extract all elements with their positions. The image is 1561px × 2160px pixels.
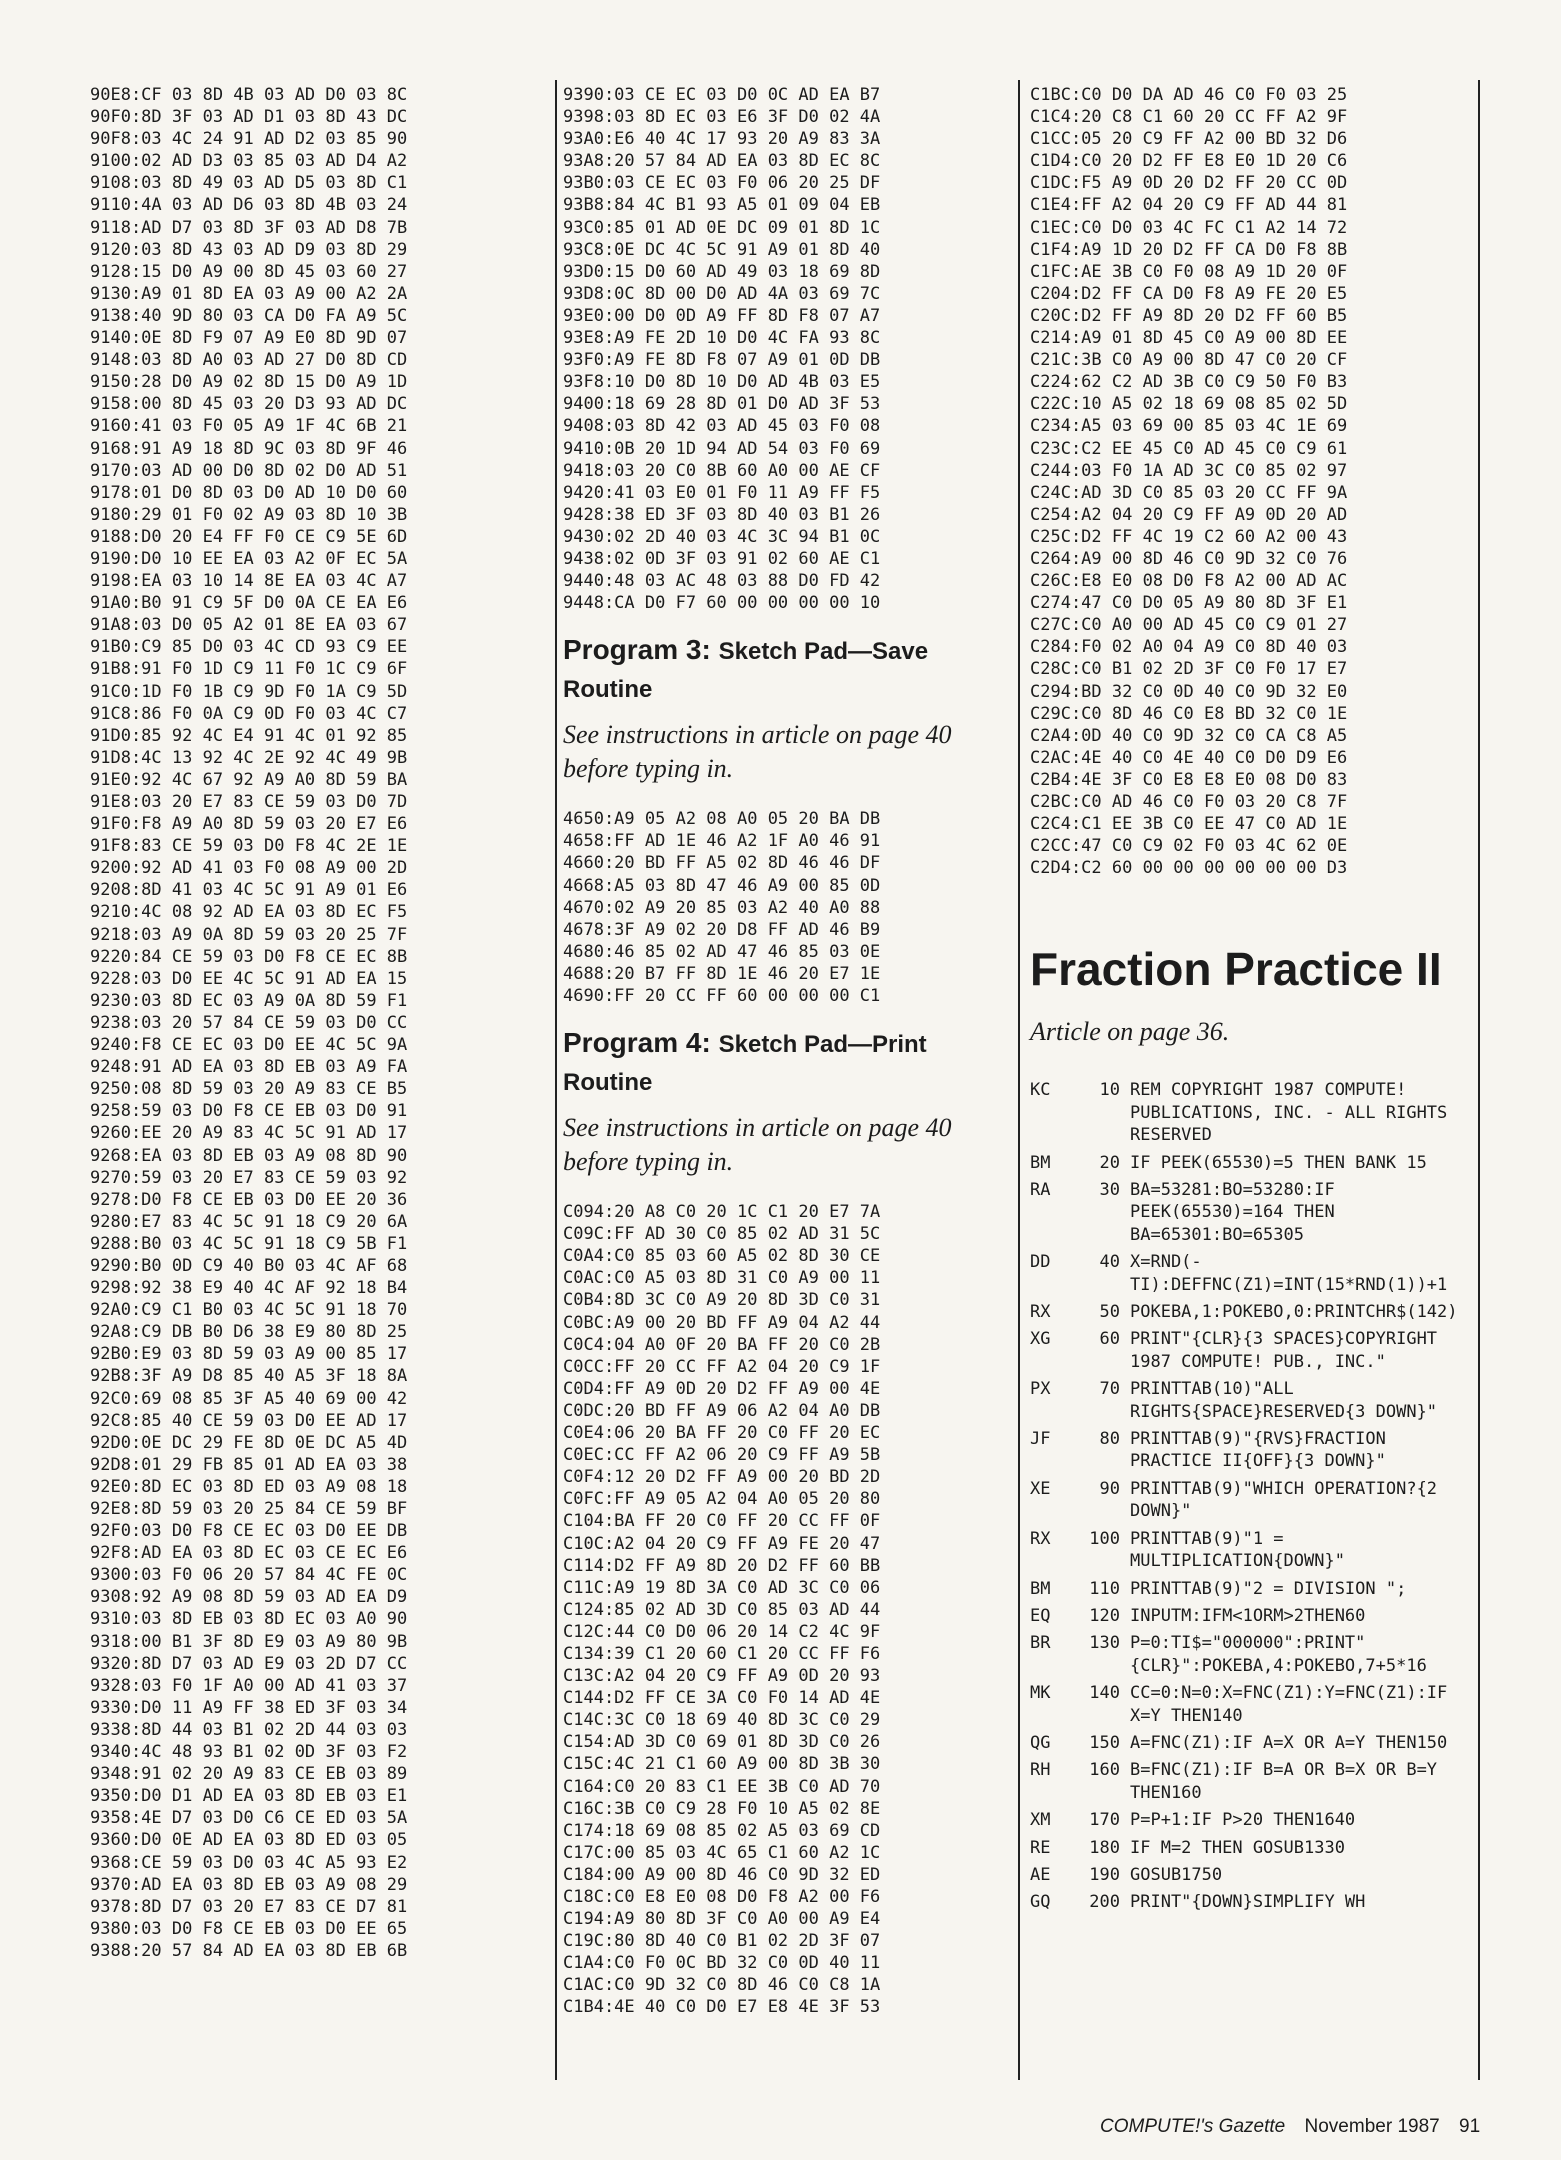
hex-line: 91A8:03 D0 05 A2 01 8E EA 03 67 [90, 615, 408, 636]
line-number: 20 [1099, 1152, 1120, 1173]
hex-line: C15C:4C 21 C1 60 A9 00 8D 3B 30 [563, 1754, 881, 1775]
page-number: 91 [1459, 2116, 1481, 2137]
hex-line: 9120:03 8D 43 03 AD D9 03 8D 29 [90, 239, 408, 260]
hex-line: 93F0:A9 FE 8D F8 07 A9 01 0D DB [563, 350, 881, 371]
hex-line: 9340:4C 48 93 B1 02 0D 3F 03 F2 [90, 1742, 408, 1763]
hex-line: C0FC:FF A9 05 A2 04 A0 05 20 80 [563, 1489, 881, 1510]
line-number: 70 [1099, 1379, 1120, 1400]
hex-line: 9428:38 ED 3F 03 8D 40 03 B1 26 [563, 504, 881, 525]
hex-line: 9360:D0 0E AD EA 03 8D ED 03 05 [90, 1830, 408, 1851]
hex-line: C24C:AD 3D C0 85 03 20 CC FF 9A [1030, 482, 1348, 503]
basic-line [1030, 1428, 1470, 1473]
line-number: 180 [1089, 1837, 1120, 1858]
line-number: 120 [1089, 1605, 1120, 1626]
code-text: PRINT"{DOWN}SIMPLIFY WH [1130, 1892, 1366, 1913]
hex-line: C0EC:CC FF A2 06 20 C9 FF A9 5B [563, 1445, 881, 1466]
hex-line: 92C8:85 40 CE 59 03 D0 EE AD 17 [90, 1410, 408, 1431]
hex-line: C21C:3B C0 A9 00 8D 47 C0 20 CF [1030, 350, 1348, 371]
hex-line: 9238:03 20 57 84 CE 59 03 D0 CC [90, 1012, 408, 1033]
hex-line: 9318:00 B1 3F 8D E9 03 A9 80 9B [90, 1631, 408, 1652]
hex-line: C184:00 A9 00 8D 46 C0 9D 32 ED [563, 1864, 881, 1885]
hex-line: 91C0:1D F0 1B C9 9D F0 1A C9 5D [90, 681, 408, 702]
line-number: 160 [1089, 1760, 1120, 1781]
hex-line: 9158:00 8D 45 03 20 D3 93 AD DC [90, 394, 408, 415]
checksum: XG [1030, 1329, 1051, 1350]
hex-line: 93F8:10 D0 8D 10 D0 AD 4B 03 E5 [563, 372, 881, 393]
hex-line: C1F4:A9 1D 20 D2 FF CA D0 F8 8B [1030, 239, 1348, 260]
hex-line: 9348:91 02 20 A9 83 CE EB 03 89 [90, 1764, 408, 1785]
code-text: B=FNC(Z1):IF B=A OR B=X OR B=Y THEN160 [1130, 1760, 1448, 1803]
line-number: 130 [1089, 1633, 1120, 1654]
hex-line: 9408:03 8D 42 03 AD 45 03 F0 08 [563, 416, 881, 437]
hex-line: C0E4:06 20 BA FF 20 C0 FF 20 EC [563, 1423, 881, 1444]
hex-line: 92B8:3F A9 D8 85 40 A5 3F 18 8A [90, 1366, 408, 1387]
hex-line: 9140:0E 8D F9 07 A9 E0 8D 9D 07 [90, 328, 408, 349]
column-3 [1030, 84, 1470, 1919]
column-divider-1 [555, 80, 557, 2080]
hex-line: 9208:8D 41 03 4C 5C 91 A9 01 E6 [90, 880, 408, 901]
line-number: 80 [1099, 1429, 1120, 1450]
basic-line [1030, 1759, 1470, 1804]
hex-line: 92A8:C9 DB B0 D6 38 E9 80 8D 25 [90, 1322, 408, 1343]
hex-line: 9138:40 9D 80 03 CA D0 FA A9 5C [90, 305, 408, 326]
hex-line: C224:62 C2 AD 3B C0 C9 50 F0 B3 [1030, 372, 1348, 393]
code-text: P=0:TI$="000000":PRINT"{CLR}":POKEBA,4:POKEBO,7+5*16 [1130, 1633, 1427, 1676]
hex-line: 93E8:A9 FE 2D 10 D0 4C FA 93 8C [563, 328, 881, 349]
hex-line: C2CC:47 C0 C9 02 F0 03 4C 62 0E [1030, 836, 1348, 857]
basic-line [1030, 1528, 1470, 1573]
hex-line: 91F8:83 CE 59 03 D0 F8 4C 2E 1E [90, 836, 408, 857]
hex-line: 4690:FF 20 CC FF 60 00 00 00 C1 [563, 986, 881, 1006]
hex-line: C1AC:C0 9D 32 C0 8D 46 C0 C8 1A [563, 1975, 881, 1996]
checksum: RH [1030, 1760, 1051, 1781]
hex-line: 9288:B0 03 4C 5C 91 18 C9 5B F1 [90, 1233, 408, 1254]
hex-line: C1C4:20 C8 C1 60 20 CC FF A2 9F [1030, 107, 1348, 128]
hex-line: 9228:03 D0 EE 4C 5C 91 AD EA 15 [90, 968, 408, 989]
hex-line: 92D8:01 29 FB 85 01 AD EA 03 38 [90, 1454, 408, 1475]
hex-line: 91A0:B0 91 C9 5F D0 0A CE EA E6 [90, 593, 408, 614]
hex-line: 4650:A9 05 A2 08 A0 05 20 BA DB [563, 809, 881, 830]
hex-line: 9218:03 A9 0A 8D 59 03 20 25 7F [90, 924, 408, 945]
hex-line: 91D8:4C 13 92 4C 2E 92 4C 49 9B [90, 747, 408, 768]
hex-line: 4678:3F A9 02 20 D8 FF AD 46 B9 [563, 919, 881, 940]
checksum: RX [1030, 1302, 1051, 1323]
hex-line: C1A4:C0 F0 0C BD 32 C0 0D 40 11 [563, 1953, 881, 1974]
hex-line: 91C8:86 F0 0A C9 0D F0 03 4C C7 [90, 703, 408, 724]
line-number: 40 [1099, 1252, 1120, 1273]
checksum: AE [1030, 1864, 1051, 1885]
hex-line: C10C:A2 04 20 C9 FF A9 FE 20 47 [563, 1533, 881, 1554]
line-number: 200 [1089, 1892, 1120, 1913]
hex-line: 90F8:03 4C 24 91 AD D2 03 85 90 [90, 129, 408, 150]
hex-line: 92F8:AD EA 03 8D EC 03 CE EC E6 [90, 1543, 408, 1564]
hex-line: C2D4:C2 60 00 00 00 00 00 00 D3 [1030, 858, 1348, 879]
checksum: RA [1030, 1180, 1051, 1200]
hex-line: 91E0:92 4C 67 92 A9 A0 8D 59 BA [90, 769, 408, 790]
basic-line [1030, 1682, 1470, 1727]
hex-line: 9298:92 38 E9 40 4C AF 92 18 B4 [90, 1278, 408, 1299]
hex-line: C104:BA FF 20 C0 FF 20 CC FF 0F [563, 1511, 881, 1532]
code-text: A=FNC(Z1):IF A=X OR A=Y THEN150 [1130, 1732, 1448, 1753]
checksum: GQ [1030, 1892, 1051, 1913]
hex-line: 9328:03 F0 1F A0 00 AD 41 03 37 [90, 1675, 408, 1696]
hex-line: 9268:EA 03 8D EB 03 A9 08 8D 90 [90, 1145, 408, 1166]
hex-line: 9378:8D D7 03 20 E7 83 CE D7 81 [90, 1896, 408, 1917]
hex-line: 92A0:C9 C1 B0 03 4C 5C 91 18 70 [90, 1300, 408, 1321]
hex-line: 92B0:E9 03 8D 59 03 A9 00 85 17 [90, 1344, 408, 1365]
basic-line [1030, 1328, 1470, 1373]
hex-line: 92E0:8D EC 03 8D ED 03 A9 08 18 [90, 1476, 408, 1497]
code-text: IF PEEK(65530)=5 THEN BANK 15 [1130, 1152, 1427, 1173]
hex-line: 9388:20 57 84 AD EA 03 8D EB 6B [90, 1940, 408, 1961]
hex-line: 9400:18 69 28 8D 01 D0 AD 3F 53 [563, 394, 881, 415]
hex-line: C2C4:C1 EE 3B C0 EE 47 C0 AD 1E [1030, 814, 1348, 835]
hex-line: C17C:00 85 03 4C 65 C1 60 A2 1C [563, 1842, 881, 1863]
hex-line: 9290:B0 0D C9 40 B0 03 4C AF 68 [90, 1255, 408, 1276]
hex-line: C114:D2 FF A9 8D 20 D2 FF 60 BB [563, 1555, 881, 1576]
code-text: BA=53281:BO=53280:IF PEEK(65530)=164 THEN BA=65301:BO=65305 [1130, 1180, 1345, 1245]
basic-line [1030, 1837, 1470, 1859]
hex-line: C154:AD 3D C0 69 01 8D 3D C0 26 [563, 1732, 881, 1753]
hex-line: C204:D2 FF CA D0 F8 A9 FE 20 E5 [1030, 283, 1348, 304]
code-text: CC=0:N=0:X=FNC(Z1):Y=FNC(Z1):IF X=Y THEN140 [1130, 1683, 1458, 1726]
line-number: 190 [1089, 1864, 1120, 1885]
hex-line: C294:BD 32 C0 0D 40 C0 9D 32 E0 [1030, 681, 1348, 702]
hex-line: C12C:44 C0 D0 06 20 14 C2 4C 9F [563, 1621, 881, 1642]
program-4-listing [563, 1201, 1003, 2018]
hex-line: 91B8:91 F0 1D C9 11 F0 1C C9 6F [90, 659, 408, 680]
hex-line: C1CC:05 20 C9 FF A2 00 BD 32 D6 [1030, 129, 1348, 150]
line-number: 60 [1099, 1329, 1120, 1350]
hex-line: C22C:10 A5 02 18 69 08 85 02 5D [1030, 394, 1348, 415]
hex-line: 9200:92 AD 41 03 F0 08 A9 00 2D [90, 858, 408, 879]
hex-line: 9418:03 20 C0 8B 60 A0 00 AE CF [563, 460, 881, 481]
hex-line: C1E4:FF A2 04 20 C9 FF AD 44 81 [1030, 195, 1348, 216]
checksum: RX [1030, 1528, 1051, 1549]
basic-line [1030, 1864, 1470, 1886]
hex-line: 9110:4A 03 AD D6 03 8D 4B 03 24 [90, 195, 408, 216]
hex-line: 9128:15 D0 A9 00 8D 45 03 60 27 [90, 261, 408, 282]
article-title: Fraction Practice II [1030, 943, 1442, 996]
hex-line: C14C:3C C0 18 69 40 8D 3C C0 29 [563, 1710, 881, 1731]
checksum: PX [1030, 1379, 1051, 1400]
hex-line: 9118:AD D7 03 8D 3F 03 AD D8 7B [90, 217, 408, 238]
basic-line [1030, 1578, 1470, 1600]
hex-line: 9170:03 AD 00 D0 8D 02 D0 AD 51 [90, 460, 408, 481]
hex-line: C23C:C2 EE 45 C0 AD 45 C0 C9 61 [1030, 438, 1348, 459]
code-text: PRINTTAB(10)"ALL RIGHTS{SPACE}RESERVED{3 DOWN}" [1130, 1379, 1438, 1422]
hex-line: 90F0:8D 3F 03 AD D1 03 8D 43 DC [90, 107, 408, 128]
hex-line: 4680:46 85 02 AD 47 46 85 03 0E [563, 941, 881, 962]
hex-line: 92E8:8D 59 03 20 25 84 CE 59 BF [90, 1499, 408, 1519]
hex-line: C28C:C0 B1 02 2D 3F C0 F0 17 E7 [1030, 659, 1348, 680]
basic-line [1030, 1378, 1470, 1423]
program-4-note: See instructions in article on page 40 before typing in. [563, 1113, 952, 1177]
hex-line: C27C:C0 A0 00 AD 45 C0 C9 01 27 [1030, 615, 1348, 636]
column-2 [563, 84, 1003, 2019]
code-text: PRINTTAB(9)"{RVS}FRACTION PRACTICE II{OFF}{3 DOWN}" [1130, 1429, 1397, 1472]
hex-line: 93A0:E6 40 4C 17 93 20 A9 83 3A [563, 129, 881, 150]
hex-line: C25C:D2 FF 4C 19 C2 60 A2 00 43 [1030, 526, 1348, 547]
hex-line: 9390:03 CE EC 03 D0 0C AD EA B7 [563, 85, 881, 105]
hex-line: C244:03 F0 1A AD 3C C0 85 02 97 [1030, 460, 1348, 481]
hex-line: 9240:F8 CE EC 03 D0 EE 4C 5C 9A [90, 1035, 408, 1056]
hex-line: 92D0:0E DC 29 FE 8D 0E DC A5 4D [90, 1432, 408, 1453]
hex-line: 91E8:03 20 E7 83 CE 59 03 D0 7D [90, 792, 408, 812]
hex-line: 9198:EA 03 10 14 8E EA 03 4C A7 [90, 571, 408, 592]
hex-line: 93E0:00 D0 0D A9 FF 8D F8 07 A7 [563, 305, 881, 326]
hex-line: C094:20 A8 C0 20 1C C1 20 E7 7A [563, 1202, 881, 1223]
basic-listing [1030, 1079, 1470, 1913]
line-number: 140 [1089, 1683, 1120, 1704]
hex-line: 9278:D0 F8 CE EB 03 D0 EE 20 36 [90, 1189, 408, 1210]
basic-line [1030, 1632, 1470, 1677]
issue-date: November 1987 [1304, 2116, 1440, 2137]
hex-line: 9368:CE 59 03 D0 03 4C A5 93 E2 [90, 1852, 408, 1873]
hex-line: C0DC:20 BD FF A9 06 A2 04 A0 DB [563, 1400, 881, 1421]
basic-line [1030, 1152, 1470, 1174]
hex-line: 92F0:03 D0 F8 CE EC 03 D0 EE DB [90, 1521, 408, 1542]
hex-line: C274:47 C0 D0 05 A9 80 8D 3F E1 [1030, 593, 1348, 614]
hex-line: C29C:C0 8D 46 C0 E8 BD 32 C0 1E [1030, 703, 1348, 724]
hex-line: 9300:03 F0 06 20 57 84 4C FE 0C [90, 1565, 408, 1586]
hex-line: 9148:03 8D A0 03 AD 27 D0 8D CD [90, 350, 408, 371]
hex-line: 91F0:F8 A9 A0 8D 59 03 20 E7 E6 [90, 814, 408, 835]
line-number: 90 [1099, 1478, 1120, 1499]
line-number: 170 [1089, 1810, 1120, 1831]
hex-line: 9320:8D D7 03 AD E9 03 2D D7 CC [90, 1653, 408, 1674]
hex-line: 9438:02 0D 3F 03 91 02 60 AE C1 [563, 548, 881, 569]
hex-line: C284:F0 02 A0 04 A9 C0 8D 40 03 [1030, 637, 1348, 658]
hex-line: C1FC:AE 3B C0 F0 08 A9 1D 20 0F [1030, 261, 1348, 282]
hex-line: C164:C0 20 83 C1 EE 3B C0 AD 70 [563, 1776, 881, 1797]
line-number: 100 [1089, 1528, 1120, 1549]
hex-line: 9308:92 A9 08 8D 59 03 AD EA D9 [90, 1587, 408, 1608]
hex-line: C174:18 69 08 85 02 A5 03 69 CD [563, 1820, 881, 1841]
hex-line: C144:D2 FF CE 3A C0 F0 14 AD 4E [563, 1688, 881, 1709]
checksum: KC [1030, 1080, 1051, 1101]
hex-line: C2A4:0D 40 C0 9D 32 C0 CA C8 A5 [1030, 725, 1348, 746]
hex-line: 91D0:85 92 4C E4 91 4C 01 92 85 [90, 725, 408, 746]
hex-listing-program-2-end [563, 84, 1003, 614]
hex-line: 9150:28 D0 A9 02 8D 15 D0 A9 1D [90, 372, 408, 393]
hex-line: 93B8:84 4C B1 93 A5 01 09 04 EB [563, 195, 881, 216]
code-text: PRINTTAB(9)"2 = DIVISION "; [1130, 1578, 1407, 1599]
hex-line: C0A4:C0 85 03 60 A5 02 8D 30 CE [563, 1246, 881, 1267]
hex-line: C194:A9 80 8D 3F C0 A0 00 A9 E4 [563, 1909, 881, 1930]
hex-line: 9440:48 03 AC 48 03 88 D0 FD 42 [563, 571, 881, 592]
hex-line: 9168:91 A9 18 8D 9C 03 8D 9F 46 [90, 438, 408, 459]
program-4-title: Program 4: Sketch Pad—Print Routine [563, 1027, 927, 1097]
checksum: XM [1030, 1810, 1051, 1831]
program-3-listing [563, 808, 1003, 1007]
hex-line: C18C:C0 E8 E0 08 D0 F8 A2 00 F6 [563, 1887, 881, 1907]
hex-line: 4688:20 B7 FF 8D 1E 46 20 E7 1E [563, 963, 881, 984]
checksum: JF [1030, 1429, 1051, 1450]
code-text: REM COPYRIGHT 1987 COMPUTE! PUBLICATIONS, INC. - ALL RIGHTS RESERVED [1130, 1080, 1458, 1146]
hex-line: 92C0:69 08 85 3F A5 40 69 00 42 [90, 1388, 408, 1409]
column-divider-3 [1478, 80, 1480, 2080]
code-text: PRINTTAB(9)"1 = MULTIPLICATION{DOWN}" [1130, 1528, 1345, 1572]
hex-line: 9338:8D 44 03 B1 02 2D 44 03 03 [90, 1719, 408, 1740]
hex-line: C134:39 C1 20 60 C1 20 CC FF F6 [563, 1643, 881, 1664]
line-number: 50 [1099, 1302, 1120, 1323]
hex-line: 9260:EE 20 A9 83 4C 5C 91 AD 17 [90, 1123, 408, 1144]
basic-line [1030, 1732, 1470, 1754]
hex-line: C264:A9 00 8D 46 C0 9D 32 C0 76 [1030, 548, 1348, 569]
code-text: INPUTM:IFM<1ORM>2THEN60 [1130, 1605, 1366, 1626]
basic-line [1030, 1605, 1470, 1627]
code-text: P=P+1:IF P>20 THEN1640 [1130, 1810, 1356, 1831]
basic-line [1030, 1301, 1470, 1323]
hex-line: 9190:D0 10 EE EA 03 A2 0F EC 5A [90, 548, 408, 569]
hex-line: C0CC:FF 20 CC FF A2 04 20 C9 1F [563, 1356, 881, 1377]
hex-line: C11C:A9 19 8D 3A C0 AD 3C C0 06 [563, 1577, 881, 1598]
hex-line: C0F4:12 20 D2 FF A9 00 20 BD 2D [563, 1467, 881, 1488]
hex-line: C0B4:8D 3C C0 A9 20 8D 3D C0 31 [563, 1290, 881, 1311]
hex-line: 9420:41 03 E0 01 F0 11 A9 FF F5 [563, 482, 881, 503]
hex-line: 9250:08 8D 59 03 20 A9 83 CE B5 [90, 1079, 408, 1100]
page-footer [1100, 2116, 1480, 2138]
hex-line: 9430:02 2D 40 03 4C 3C 94 B1 0C [563, 526, 881, 547]
hex-line: 93C8:0E DC 4C 5C 91 A9 01 8D 40 [563, 239, 881, 260]
hex-listing-program-4-end [1030, 84, 1470, 879]
basic-line [1030, 1891, 1470, 1913]
column-divider-2 [1018, 80, 1020, 2080]
hex-line: C1EC:C0 D0 03 4C FC C1 A2 14 72 [1030, 217, 1348, 238]
hex-line: 9448:CA D0 F7 60 00 00 00 00 10 [563, 593, 881, 614]
code-text: POKEBA,1:POKEBO,0:PRINTCHR$(142) [1130, 1302, 1458, 1323]
checksum: DD [1030, 1252, 1051, 1273]
code-text: IF M=2 THEN GOSUB1330 [1130, 1837, 1345, 1858]
checksum: QG [1030, 1732, 1051, 1753]
checksum: RE [1030, 1837, 1051, 1858]
basic-line [1030, 1809, 1470, 1831]
checksum: XE [1030, 1478, 1051, 1499]
hex-line: 93A8:20 57 84 AD EA 03 8D EC 8C [563, 151, 881, 172]
hex-line: C26C:E8 E0 08 D0 F8 A2 00 AD AC [1030, 571, 1348, 592]
hex-line: 9178:01 D0 8D 03 D0 AD 10 D0 60 [90, 482, 408, 503]
hex-line: 9280:E7 83 4C 5C 91 18 C9 20 6A [90, 1211, 408, 1232]
hex-line: C214:A9 01 8D 45 C0 A9 00 8D EE [1030, 328, 1348, 349]
basic-line [1030, 1179, 1470, 1246]
hex-line: 9210:4C 08 92 AD EA 03 8D EC F5 [90, 902, 408, 923]
hex-line: 9350:D0 D1 AD EA 03 8D EB 03 E1 [90, 1786, 408, 1807]
hex-line: 9270:59 03 20 E7 83 CE 59 03 92 [90, 1167, 408, 1188]
line-number: 10 [1099, 1080, 1120, 1101]
hex-line: C124:85 02 AD 3D C0 85 03 AD 44 [563, 1599, 881, 1620]
line-number: 30 [1099, 1180, 1120, 1200]
checksum: BM [1030, 1152, 1051, 1173]
hex-line: 93B0:03 CE EC 03 F0 06 20 25 DF [563, 173, 881, 194]
line-number: 150 [1089, 1732, 1120, 1753]
hex-line: C2B4:4E 3F C0 E8 E8 E0 08 D0 83 [1030, 769, 1348, 790]
hex-line: 9220:84 CE 59 03 D0 F8 CE EC 8B [90, 946, 408, 967]
hex-line: 9180:29 01 F0 02 A9 03 8D 10 3B [90, 504, 408, 525]
hex-line: 9230:03 8D EC 03 A9 0A 8D 59 F1 [90, 990, 408, 1011]
hex-line: C0AC:C0 A5 03 8D 31 C0 A9 00 11 [563, 1268, 881, 1289]
hex-line: C1D4:C0 20 D2 FF E8 E0 1D 20 C6 [1030, 151, 1348, 172]
line-number: 110 [1089, 1578, 1120, 1599]
hex-line: 9108:03 8D 49 03 AD D5 03 8D C1 [90, 173, 408, 194]
hex-line: 9248:91 AD EA 03 8D EB 03 A9 FA [90, 1057, 408, 1078]
code-text: GOSUB1750 [1130, 1864, 1223, 1885]
basic-line [1030, 1079, 1470, 1146]
hex-line: C2BC:C0 AD 46 C0 F0 03 20 C8 7F [1030, 792, 1348, 812]
hex-line: 93C0:85 01 AD 0E DC 09 01 8D 1C [563, 217, 881, 238]
program-3-note: See instructions in article on page 40 before typing in. [563, 720, 952, 784]
hex-line: C254:A2 04 20 C9 FF A9 0D 20 AD [1030, 504, 1348, 525]
hex-line: C20C:D2 FF A9 8D 20 D2 FF 60 B5 [1030, 305, 1348, 326]
hex-line: 93D0:15 D0 60 AD 49 03 18 69 8D [563, 261, 881, 282]
hex-line: C19C:80 8D 40 C0 B1 02 2D 3F 07 [563, 1931, 881, 1952]
code-text: PRINT"{CLR}{3 SPACES}COPYRIGHT 1987 COMPUTE! PUB., INC." [1130, 1329, 1448, 1372]
hex-line: 9398:03 8D EC 03 E6 3F D0 02 4A [563, 107, 881, 128]
hex-line: C16C:3B C0 C9 28 F0 10 A5 02 8E [563, 1798, 881, 1819]
hex-line: C2AC:4E 40 C0 4E 40 C0 D0 D9 E6 [1030, 747, 1348, 768]
hex-line: 4670:02 A9 20 85 03 A2 40 A0 88 [563, 897, 881, 918]
hex-line: 9410:0B 20 1D 94 AD 54 03 F0 69 [563, 438, 881, 459]
hex-line: C13C:A2 04 20 C9 FF A9 0D 20 93 [563, 1666, 881, 1687]
hex-line: 93D8:0C 8D 00 D0 AD 4A 03 69 7C [563, 283, 881, 304]
magazine-name: COMPUTE!'s Gazette [1100, 2116, 1286, 2137]
hex-line: 9160:41 03 F0 05 A9 1F 4C 6B 21 [90, 416, 408, 437]
hex-line: 9130:A9 01 8D EA 03 A9 00 A2 2A [90, 283, 408, 304]
hex-line: C1BC:C0 D0 DA AD 46 C0 F0 03 25 [1030, 85, 1348, 105]
hex-line: 9310:03 8D EB 03 8D EC 03 A0 90 [90, 1609, 408, 1630]
hex-line: 9100:02 AD D3 03 85 03 AD D4 A2 [90, 151, 408, 172]
column-1 [90, 84, 530, 1962]
hex-line: C0D4:FF A9 0D 20 D2 FF A9 00 4E [563, 1378, 881, 1399]
hex-line: C0BC:A9 00 20 BD FF A9 04 A2 44 [563, 1312, 881, 1333]
hex-line: C1DC:F5 A9 0D 20 D2 FF 20 CC 0D [1030, 173, 1348, 194]
hex-line: 4658:FF AD 1E 46 A2 1F A0 46 91 [563, 831, 881, 852]
hex-line: C09C:FF AD 30 C0 85 02 AD 31 5C [563, 1224, 881, 1245]
basic-line [1030, 1478, 1470, 1523]
hex-line: C1B4:4E 40 C0 D0 E7 E8 4E 3F 53 [563, 1997, 881, 2018]
article-reference: Article on page 36. [1030, 1017, 1230, 1047]
checksum: MK [1030, 1683, 1051, 1704]
hex-line: 4668:A5 03 8D 47 46 A9 00 85 0D [563, 875, 881, 896]
program-3-title: Program 3: Sketch Pad—Save Routine [563, 634, 929, 704]
hex-line: 9370:AD EA 03 8D EB 03 A9 08 29 [90, 1874, 408, 1895]
hex-line: C234:A5 03 69 00 85 03 4C 1E 69 [1030, 416, 1348, 437]
hex-line: 9380:03 D0 F8 CE EB 03 D0 EE 65 [90, 1918, 408, 1939]
hex-line: 91B0:C9 85 D0 03 4C CD 93 C9 EE [90, 637, 408, 658]
code-text: X=RND(-TI):DEFFNC(Z1)=INT(15*RND(1))+1 [1130, 1252, 1448, 1295]
hex-line: 4660:20 BD FF A5 02 8D 46 46 DF [563, 853, 881, 874]
hex-line: 9358:4E D7 03 D0 C6 CE ED 03 5A [90, 1808, 408, 1829]
checksum: EQ [1030, 1605, 1051, 1626]
code-text: PRINTTAB(9)"WHICH OPERATION?{2 DOWN}" [1130, 1478, 1448, 1522]
checksum: BM [1030, 1578, 1051, 1599]
hex-line: 9188:D0 20 E4 FF F0 CE C9 5E 6D [90, 526, 408, 547]
basic-line [1030, 1251, 1470, 1296]
hex-line: 9330:D0 11 A9 FF 38 ED 3F 03 34 [90, 1697, 408, 1718]
checksum: BR [1030, 1633, 1051, 1654]
hex-line: C0C4:04 A0 0F 20 BA FF 20 C0 2B [563, 1334, 881, 1355]
hex-line: 9258:59 03 D0 F8 CE EB 03 D0 91 [90, 1101, 408, 1122]
hex-line: 90E8:CF 03 8D 4B 03 AD D0 03 8C [90, 85, 408, 105]
